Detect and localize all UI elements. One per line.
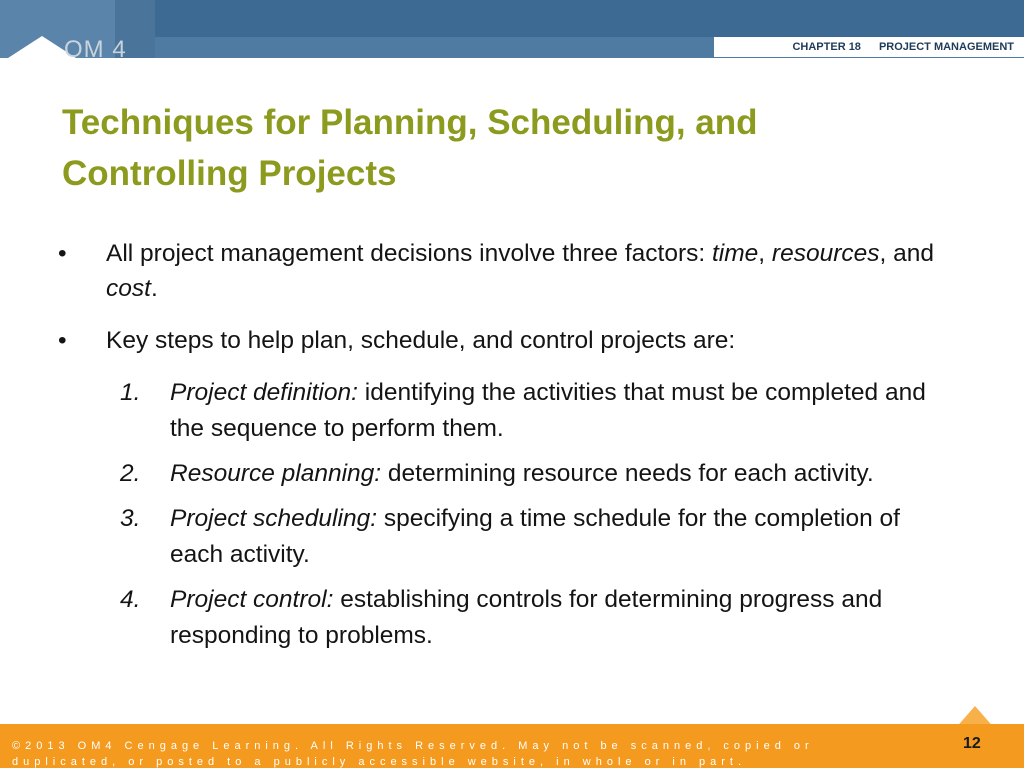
step-desc: establishing controls for determining progress and responding to problems. — [170, 586, 883, 649]
slide-footer — [0, 724, 1024, 768]
step-number: 3. — [120, 505, 141, 532]
step-number: 2. — [120, 460, 141, 487]
bullet-text: Key steps to help plan, schedule, and control projects are: — [106, 327, 736, 354]
chapter-title: PROJECT MANAGEMENT — [878, 41, 1014, 53]
step-desc: identifying the activities that must be completed and the sequence to perform them. — [170, 379, 926, 442]
step-desc: determining resource needs for each activity. — [381, 460, 874, 487]
step-item — [120, 456, 958, 492]
chapter-banner — [714, 37, 1024, 57]
term-resources: resources — [771, 240, 880, 267]
copyright-notice: ©2013 OM4 Cengage Learning. All Rights Reserved. May not be scanned, copied or duplicated, or posted to a publicly accessible website, in whole or in part. — [12, 740, 814, 768]
step-item — [120, 375, 958, 447]
step-term: Project control: — [170, 586, 334, 613]
step-text — [170, 375, 958, 447]
title-line-2: Controlling Projects — [62, 153, 397, 193]
chapter-label: CHAPTER 18 — [792, 41, 861, 53]
bullet-icon: • — [58, 240, 67, 267]
step-text — [170, 501, 958, 573]
step-desc: specifying a time schedule for the completion of each activity. — [170, 505, 900, 568]
slide-title — [62, 98, 942, 200]
slide-header — [0, 0, 1024, 63]
step-term: Resource planning: — [170, 460, 382, 487]
term-time: time — [712, 240, 759, 267]
steps-list — [120, 375, 958, 654]
bullet-item — [58, 323, 958, 358]
bullet-text: All project management decisions involve three factors: time, resources, and cost. — [106, 240, 934, 302]
title-line-1: Techniques for Planning, Scheduling, and — [62, 103, 758, 142]
step-item — [120, 582, 958, 654]
step-term: Project scheduling: — [170, 505, 378, 532]
step-text — [170, 582, 958, 654]
step-number: 1. — [120, 379, 141, 406]
slide-body — [58, 236, 958, 663]
bullet-item — [58, 236, 958, 306]
step-text — [170, 456, 958, 492]
step-term: Project definition: — [170, 379, 358, 406]
bullet-icon: • — [58, 327, 67, 354]
step-number: 4. — [120, 586, 141, 613]
page-number: 12 — [963, 735, 981, 752]
step-item — [120, 501, 958, 573]
term-cost: cost — [106, 275, 151, 302]
logo: OM 4 — [64, 36, 127, 63]
